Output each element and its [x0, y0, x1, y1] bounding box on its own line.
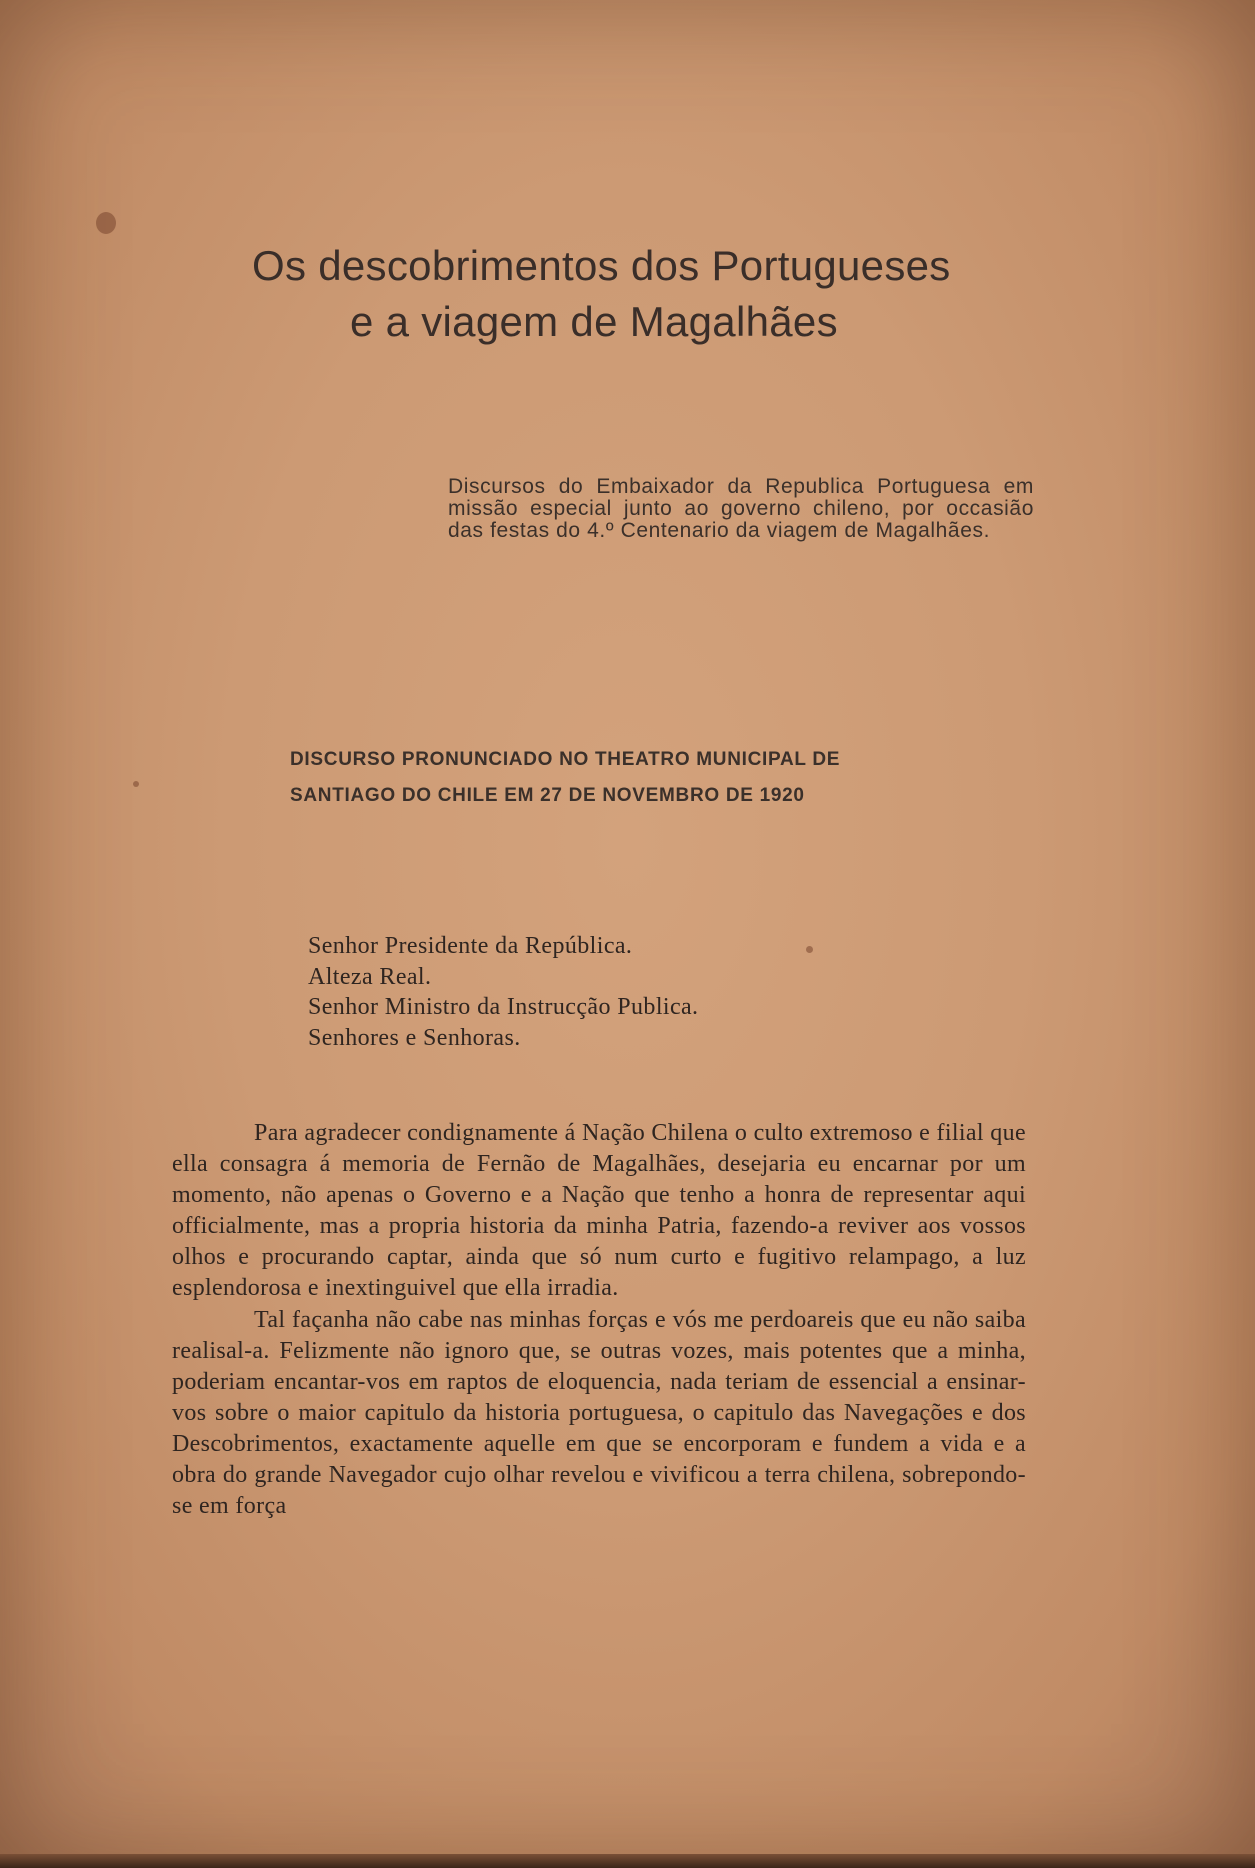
paper-stain [96, 212, 116, 234]
title-line-2: e a viagem de Magalhães [350, 298, 838, 345]
paragraph: Tal façanha não cabe nas minhas forças e vós me perdoareis que eu não saiba realisal-a. Felizmente não ignoro que, se outras vozes, mais potentes que a minha, poderiam encantar-vos em raptos de eloquencia, nada teriam de essencial a ensinar-vos sobre o maior capitulo da historia portuguesa, o capitulo das Navegações e dos Descobrimentos, exactamente aquelle em que se encorporam e fundem a vida e a obra do grande Navegador cujo olhar revelou e vivificou a terra chilena, sobrepondo-se em força [172, 1307, 1026, 1519]
salutations [308, 931, 1008, 1053]
speech-heading-line-2: SANTIAGO DO CHILE EM 27 DE NOVEMBRO DE 1920 [290, 785, 805, 806]
speech-heading [290, 742, 940, 814]
paper-stain [133, 781, 139, 787]
salutation-line: Senhor Ministro da Instrucção Publica. [308, 994, 699, 1020]
salutation-line: Senhor Presidente da República. [308, 933, 633, 959]
page-bottom-edge [0, 1854, 1255, 1868]
paragraph: Para agradecer condignamente á Nação Chilena o culto extremoso e filial que ella consagra á memoria de Fernão de Magalhães, desejaria eu encarnar por um momento, não apenas o Governo e a Nação que tenho a honra de representar aqui officialmente, mas a propria historia da minha Patria, fazendo-a reviver aos vossos olhos e procurando captar, ainda que só num curto e fugitivo relampago, a luz esplendorosa e inextinguivel que ella irradia. [172, 1120, 1026, 1301]
salutation-line: Senhores e Senhoras. [308, 1024, 521, 1051]
title-line-1: Os descobrimentos dos Portugueses [252, 242, 951, 289]
speech-heading-line-1: DISCURSO PRONUNCIADO NO THEATRO MUNICIPAL DE [290, 749, 841, 770]
salutation-line: Alteza Real. [308, 963, 432, 990]
subtitle: Discursos do Embaixador da Republica Portuguesa em missão especial junto ao governo chileno, por occasião das festas do 4.º Centenario da viagem de Magalhães. [448, 475, 1034, 542]
page-title [200, 238, 1030, 350]
body-text [172, 1118, 1026, 1523]
